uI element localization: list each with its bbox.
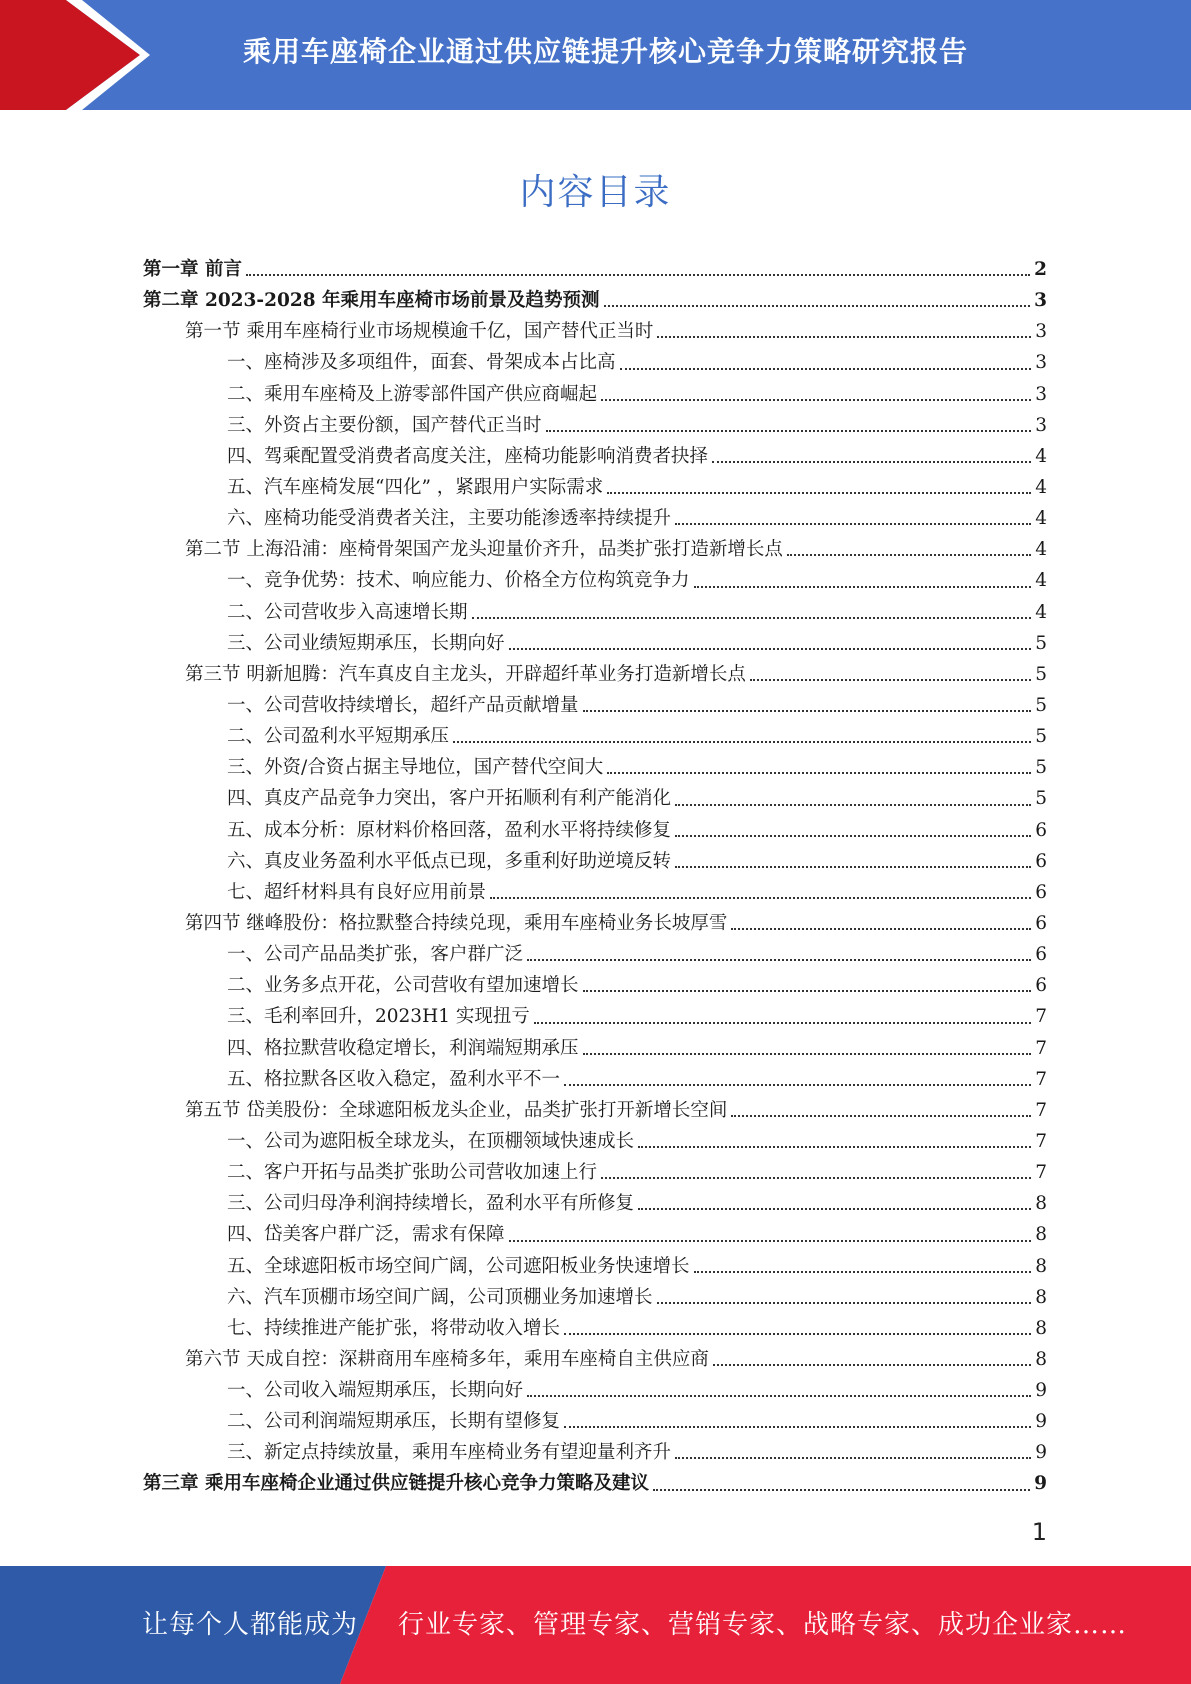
toc-page-number: 5 (1035, 632, 1047, 654)
toc-entry-text: 六、汽车顶棚市场空间广阔，公司顶棚业务加速增长 (227, 1286, 653, 1308)
toc-entry-text: 一、公司为遮阳板全球龙头，在顶棚领域快速成长 (227, 1130, 635, 1152)
toc-entry[interactable] (143, 347, 1047, 378)
toc-entry-text: 三、毛利率回升，2023H1 实现扭亏 (227, 1006, 530, 1028)
toc-entry[interactable] (143, 1375, 1047, 1406)
toc-page-number: 8 (1035, 1255, 1047, 1277)
toc-leader-dots (246, 274, 1030, 276)
toc-page-number: 7 (1035, 1162, 1047, 1184)
toc-entry-text: 三、公司业绩短期承压，长期向好 (227, 632, 505, 654)
toc-entry[interactable] (143, 1126, 1047, 1157)
toc-entry-text: 第三章 乘用车座椅企业通过供应链提升核心竞争力策略及建议 (143, 1473, 649, 1495)
toc-page-number: 8 (1035, 1193, 1047, 1215)
toc-entry-text: 二、乘用车座椅及上游零部件国产供应商崛起 (227, 383, 598, 405)
toc-page-number: 6 (1035, 912, 1047, 934)
toc-leader-dots (675, 523, 1031, 525)
toc-page-number: 6 (1035, 944, 1047, 966)
toc-entry[interactable] (143, 628, 1047, 659)
toc-leader-dots (620, 368, 1032, 370)
toc-entry[interactable] (143, 316, 1047, 347)
toc-leader-dots (657, 1302, 1032, 1304)
toc-entry-text: 二、公司盈利水平短期承压 (227, 726, 450, 748)
toc-entry[interactable] (143, 970, 1047, 1001)
toc-entry-text: 三、外资占主要份额，国产替代正当时 (227, 414, 542, 436)
toc-page-number: 5 (1035, 694, 1047, 716)
toc-entry-text: 第三节 明新旭腾：汽车真皮自主龙头，开辟超纤革业务打造新增长点 (185, 663, 746, 685)
toc-entry-text: 六、真皮业务盈利水平低点已现，多重利好助逆境反转 (227, 850, 672, 872)
toc-entry-text: 一、公司产品品类扩张，客户群广泛 (227, 944, 524, 966)
toc-leader-dots (527, 959, 1031, 961)
toc-entry[interactable] (143, 1437, 1047, 1468)
toc-page-number: 8 (1035, 1286, 1047, 1308)
toc-entry[interactable] (143, 877, 1047, 908)
toc-page-number: 4 (1035, 476, 1047, 498)
toc-entry[interactable] (143, 1157, 1047, 1188)
report-header (0, 0, 1191, 110)
toc-page-number: 9 (1035, 1380, 1047, 1402)
toc-leader-dots (657, 336, 1031, 338)
toc-page-number: 9 (1035, 1442, 1047, 1464)
toc-leader-dots (731, 928, 1031, 930)
toc-leader-dots (601, 399, 1031, 401)
toc-entry[interactable] (143, 410, 1047, 441)
toc-leader-dots (675, 1457, 1031, 1459)
toc-page-number: 3 (1035, 352, 1047, 374)
toc-leader-dots (694, 586, 1032, 588)
toc-page-number: 3 (1035, 321, 1047, 343)
toc-entry[interactable] (143, 783, 1047, 814)
toc-leader-dots (607, 492, 1031, 494)
toc-page-number: 7 (1035, 1006, 1047, 1028)
toc-entry-text: 二、客户开拓与品类扩张助公司营收加速上行 (227, 1162, 598, 1184)
toc-page-number: 8 (1035, 1224, 1047, 1246)
toc-entry-text: 第六节 天成自控：深耕商用车座椅多年，乘用车座椅自主供应商 (185, 1348, 709, 1370)
toc-leader-dots (601, 1177, 1031, 1179)
toc-entry[interactable] (143, 1406, 1047, 1437)
toc-leader-dots (472, 617, 1032, 619)
toc-leader-dots (750, 679, 1031, 681)
toc-leader-dots (604, 305, 1031, 307)
toc-entry-text: 四、岱美客户群广泛，需求有保障 (227, 1224, 505, 1246)
toc-heading: 内容目录 (519, 172, 672, 213)
toc-leader-dots (453, 741, 1031, 743)
toc-entry-text: 三、外资/合资占据主导地位，国产替代空间大 (227, 757, 604, 779)
toc-page-number: 3 (1035, 414, 1047, 436)
toc-entry[interactable] (143, 1468, 1047, 1499)
toc-entry-text: 一、座椅涉及多项组件，面套、骨架成本占比高 (227, 352, 616, 374)
toc-entry[interactable] (143, 752, 1047, 783)
toc-page-number: 5 (1035, 788, 1047, 810)
toc-page-number: 7 (1035, 1130, 1047, 1152)
toc-entry-text: 第二节 上海沿浦：座椅骨架国产龙头迎量价齐升，品类扩张打造新增长点 (185, 539, 783, 561)
toc-entry[interactable] (143, 721, 1047, 752)
toc-entry[interactable] (143, 472, 1047, 503)
toc-entry[interactable] (143, 1313, 1047, 1344)
toc-leader-dots (564, 1426, 1031, 1428)
toc-page-number: 6 (1035, 881, 1047, 903)
toc-entry-text: 六、座椅功能受消费者关注，主要功能渗透率持续提升 (227, 508, 672, 530)
toc-page-number: 4 (1035, 445, 1047, 467)
red-chevron-icon (0, 0, 150, 110)
footer-slogan-left: 让每个人都能成为 (142, 1610, 359, 1640)
toc-entry[interactable] (143, 846, 1047, 877)
toc-leader-dots (638, 1208, 1031, 1210)
toc-leader-dots (509, 648, 1032, 650)
toc-entry[interactable] (143, 1219, 1047, 1250)
toc-page-number: 7 (1035, 1037, 1047, 1059)
report-title: 乘用车座椅企业通过供应链提升核心竞争力策略研究报告 (242, 35, 968, 68)
toc-entry-text: 一、公司营收持续增长，超纤产品贡献增量 (227, 694, 579, 716)
toc-leader-dots (509, 1240, 1032, 1242)
toc-page-number: 6 (1035, 975, 1047, 997)
toc-page-number: 6 (1035, 819, 1047, 841)
footer-banner (0, 1566, 1191, 1684)
toc-entry[interactable] (143, 1064, 1047, 1095)
toc-leader-dots (607, 772, 1031, 774)
footer-slogan-right: 行业专家、管理专家、营销专家、战略专家、成功企业家…… (398, 1610, 1128, 1640)
toc-entry-text: 四、格拉默营收稳定增长，利润端短期承压 (227, 1037, 579, 1059)
toc-entry[interactable] (143, 254, 1047, 285)
toc-entry-text: 二、公司利润端短期承压，长期有望修复 (227, 1411, 561, 1433)
toc-leader-dots (713, 1364, 1031, 1366)
toc-leader-dots (694, 1271, 1032, 1273)
toc-leader-dots (583, 710, 1032, 712)
toc-entry[interactable] (143, 1095, 1047, 1126)
toc-entry[interactable] (143, 285, 1047, 316)
toc-entry-text: 四、真皮产品竞争力突出，客户开拓顺利有利产能消化 (227, 788, 672, 810)
toc-leader-dots (675, 804, 1031, 806)
toc-page-number: 8 (1035, 1317, 1047, 1339)
toc-page-number: 9 (1034, 1473, 1047, 1495)
toc-entry[interactable] (143, 690, 1047, 721)
toc-entry-text: 七、超纤材料具有良好应用前景 (227, 881, 487, 903)
toc-page-number: 5 (1035, 757, 1047, 779)
toc-page-number: 9 (1035, 1411, 1047, 1433)
toc-entry-text: 三、新定点持续放量，乘用车座椅业务有望迎量利齐升 (227, 1442, 672, 1464)
toc-entry-text: 第五节 岱美股份：全球遮阳板龙头企业，品类扩张打开新增长空间 (185, 1099, 728, 1121)
toc-page-number: 2 (1034, 259, 1047, 280)
toc-entry[interactable] (143, 1251, 1047, 1282)
toc-entry[interactable] (143, 503, 1047, 534)
toc-entry-text: 第四节 继峰股份：格拉默整合持续兑现，乘用车座椅业务长坡厚雪 (185, 912, 728, 934)
toc-page-number: 3 (1034, 290, 1047, 312)
toc-entry-text: 五、汽车座椅发展“四化” ，紧跟用户实际需求 (227, 476, 604, 498)
toc-page-number: 4 (1035, 508, 1047, 530)
toc-entry-text: 第一章 前言 (143, 259, 242, 280)
toc-entry-text: 一、竞争优势：技术、响应能力、价格全方位构筑竞争力 (227, 570, 690, 592)
toc-leader-dots (534, 1022, 1031, 1024)
toc-page-number: 5 (1035, 726, 1047, 748)
toc-page-number: 6 (1035, 850, 1047, 872)
toc-entry-text: 七、持续推进产能扩张，将带动收入增长 (227, 1317, 561, 1339)
toc-page-number: 3 (1035, 383, 1047, 405)
toc-leader-dots (731, 1115, 1031, 1117)
table-of-contents (143, 254, 1047, 1500)
toc-leader-dots (787, 554, 1031, 556)
toc-entry-text: 二、业务多点开花，公司营收有望加速增长 (227, 975, 579, 997)
toc-entry[interactable] (143, 1001, 1047, 1032)
toc-entry[interactable] (143, 1282, 1047, 1313)
page-number: 1 (1031, 1518, 1047, 1546)
toc-entry-text: 五、格拉默各区收入稳定，盈利水平不一 (227, 1068, 561, 1090)
toc-entry[interactable] (143, 441, 1047, 472)
toc-leader-dots (583, 1053, 1032, 1055)
toc-entry[interactable] (143, 908, 1047, 939)
toc-entry[interactable] (143, 379, 1047, 410)
toc-entry[interactable] (143, 1188, 1047, 1219)
toc-page-number: 7 (1035, 1099, 1047, 1121)
toc-entry-text: 一、公司收入端短期承压，长期向好 (227, 1380, 524, 1402)
toc-leader-dots (675, 866, 1031, 868)
toc-entry-text: 四、驾乘配置受消费者高度关注，座椅功能影响消费者抉择 (227, 445, 709, 467)
toc-page-number: 8 (1035, 1348, 1047, 1370)
toc-leader-dots (490, 897, 1031, 899)
toc-leader-dots (653, 1489, 1030, 1491)
toc-entry[interactable] (143, 597, 1047, 628)
toc-leader-dots (712, 461, 1031, 463)
toc-entry-text: 五、成本分析：原材料价格回落，盈利水平将持续修复 (227, 819, 672, 841)
toc-page-number: 7 (1035, 1068, 1047, 1090)
toc-entry[interactable] (143, 565, 1047, 596)
toc-entry-text: 五、全球遮阳板市场空间广阔，公司遮阳板业务快速增长 (227, 1255, 690, 1277)
toc-page-number: 4 (1035, 570, 1047, 592)
toc-leader-dots (527, 1395, 1031, 1397)
toc-entry[interactable] (143, 1033, 1047, 1064)
toc-page-number: 5 (1035, 663, 1047, 685)
toc-page-number: 4 (1035, 601, 1047, 623)
toc-entry[interactable] (143, 534, 1047, 565)
toc-leader-dots (546, 430, 1032, 432)
toc-page-number: 4 (1035, 539, 1047, 561)
toc-entry[interactable] (143, 1344, 1047, 1375)
toc-leader-dots (564, 1333, 1031, 1335)
toc-entry-text: 二、公司营收步入高速增长期 (227, 601, 468, 623)
toc-leader-dots (675, 835, 1031, 837)
toc-entry-text: 第一节 乘用车座椅行业市场规模逾千亿，国产替代正当时 (185, 321, 654, 343)
toc-leader-dots (564, 1084, 1031, 1086)
toc-leader-dots (583, 990, 1032, 992)
toc-entry-text: 第二章 2023-2028 年乘用车座椅市场前景及趋势预测 (143, 290, 600, 312)
toc-leader-dots (638, 1146, 1031, 1148)
toc-entry[interactable] (143, 815, 1047, 846)
toc-entry[interactable] (143, 939, 1047, 970)
toc-entry-text: 三、公司归母净利润持续增长，盈利水平有所修复 (227, 1193, 635, 1215)
toc-entry[interactable] (143, 659, 1047, 690)
